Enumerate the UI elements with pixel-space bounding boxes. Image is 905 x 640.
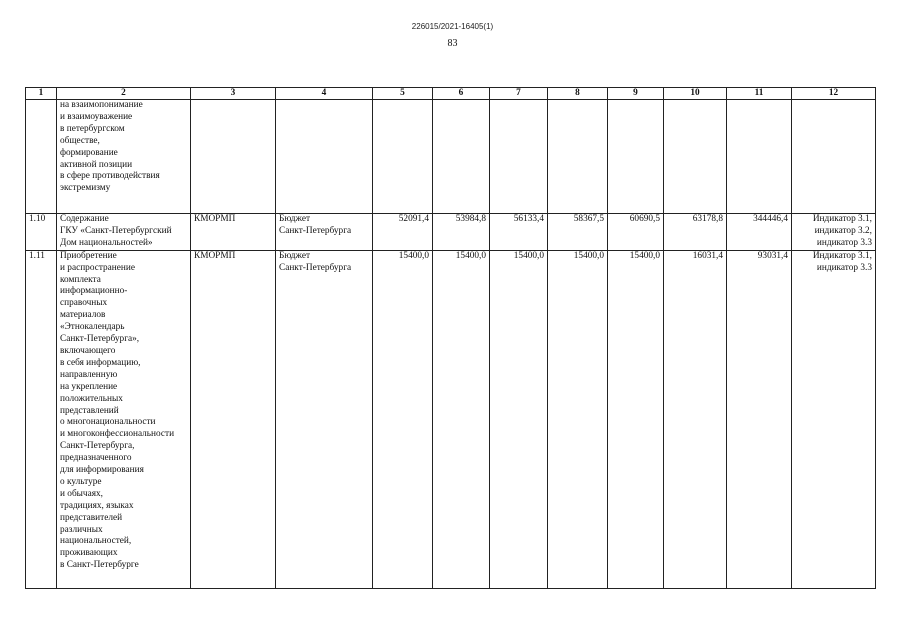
table-cell: 58367,5: [548, 214, 608, 251]
table-cell: [792, 100, 876, 214]
col-header: 2: [57, 88, 191, 100]
table-cell: 60690,5: [608, 214, 664, 251]
row-number: 1.10: [26, 214, 57, 251]
table-cell: 93031,4: [727, 250, 792, 588]
table-cell: [191, 100, 276, 214]
table-cell: на взаимопонимание и взаимоуважение в петербургском обществе, формирование активной позиции в сфере противодействия экстремизму: [57, 100, 191, 214]
table-row: [26, 250, 876, 588]
table-cell: 63178,8: [664, 214, 727, 251]
col-header: 3: [191, 88, 276, 100]
table-cell: Индикатор 3.1, индикатор 3.2, индикатор 3.3: [792, 214, 876, 251]
table-cell: [727, 100, 792, 214]
col-header: 11: [727, 88, 792, 100]
col-header: 6: [433, 88, 490, 100]
col-header: 12: [792, 88, 876, 100]
col-header: 10: [664, 88, 727, 100]
table-cell: 15400,0: [548, 250, 608, 588]
header-row: [26, 88, 876, 100]
table-cell: 16031,4: [664, 250, 727, 588]
table-cell: 15400,0: [608, 250, 664, 588]
table-cell: [608, 100, 664, 214]
col-header: 5: [373, 88, 433, 100]
col-header: 9: [608, 88, 664, 100]
table-row: [26, 214, 876, 251]
table-cell: [433, 100, 490, 214]
table-cell: Индикатор 3.1, индикатор 3.3: [792, 250, 876, 588]
table-cell: [276, 100, 373, 214]
table-cell: КМОРМП: [191, 214, 276, 251]
table-cell: Бюджет Санкт-Петербурга: [276, 250, 373, 588]
document-id: 226015/2021-16405(1): [411, 22, 494, 31]
col-header: 8: [548, 88, 608, 100]
col-header: 1: [26, 88, 57, 100]
budget-table: [25, 87, 876, 589]
row-number: 1.11: [26, 250, 57, 588]
table-cell: 15400,0: [373, 250, 433, 588]
table-cell: [373, 100, 433, 214]
table-cell: Бюджет Санкт-Петербурга: [276, 214, 373, 251]
table-cell: 53984,8: [433, 214, 490, 251]
table-cell: [490, 100, 548, 214]
col-header: 4: [276, 88, 373, 100]
table-cell: [664, 100, 727, 214]
table-cell: 52091,4: [373, 214, 433, 251]
table-row: [26, 100, 876, 214]
table-cell: 15400,0: [433, 250, 490, 588]
table-cell: Приобретение и распространение комплекта информационно- справочных материалов «Этнокалендарь Санкт-Петербурга», включающего в себя информацию, направленную на укрепление положительных представлений о многонациональности и многоконфессиональности Санкт-Петербурга, предназначенного для информирования о культуре и обычаях, традициях, языках представителей различных национальностей, проживающих в Санкт-Петербурге: [57, 250, 191, 588]
table-cell: [548, 100, 608, 214]
col-header: 7: [490, 88, 548, 100]
table-cell: 344446,4: [727, 214, 792, 251]
table-cell: 15400,0: [490, 250, 548, 588]
table-cell: Содержание ГКУ «Санкт-Петербургский Дом национальностей»: [57, 214, 191, 251]
table-cell: 56133,4: [490, 214, 548, 251]
table-cell: КМОРМП: [191, 250, 276, 588]
page-number: 83: [447, 38, 458, 49]
table-cell: [26, 100, 57, 214]
